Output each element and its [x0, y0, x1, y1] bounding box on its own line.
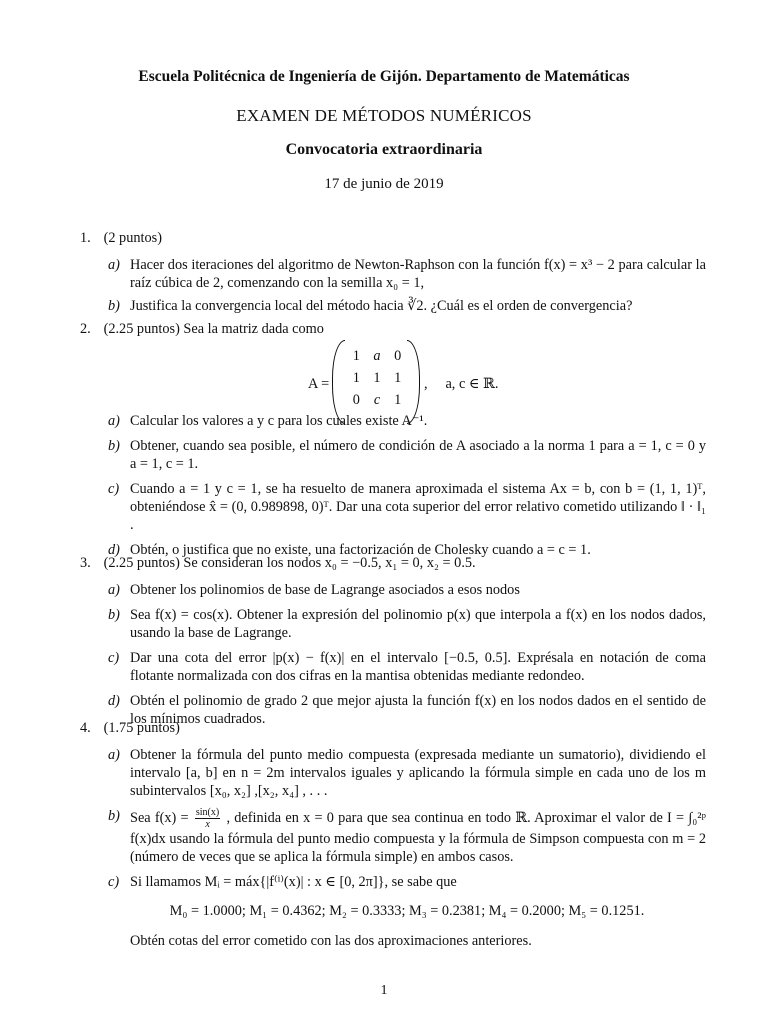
matrix-rhs: , a, c ∈ ℝ. [424, 376, 499, 392]
item-text [130, 873, 706, 950]
question-2-header [80, 320, 706, 338]
item-label: a) [108, 747, 120, 763]
exam-date: 17 de junio de 2019 [324, 176, 444, 192]
item-text: Sea f(x) = cos(x). Obtener la expresión del polinomio p(x) que interpola a f(x) en los nodos dados, usando la base de Lagrange. [130, 607, 706, 641]
page-number: 1 [380, 983, 388, 998]
item-text: Hacer dos iteraciones del algoritmo de Newton-Raphson con la función f(x) = x³ − 2 para calcular la raíz cúbica de 2, comenzando con la semilla x₀ = 1, [130, 257, 706, 291]
item-closing-text: Obtén cotas del error cometido con las dos aproximaciones anteriores. [130, 933, 532, 949]
question-intro: (2 puntos) [103, 230, 162, 246]
item-text: Obtén el polinomio de grado 2 que mejor ajusta la función f(x) en los nodos dados en el sentido de los mínimos cuadrados. [130, 693, 706, 727]
matrix-entries [346, 347, 408, 409]
matrix-cell: a [373, 348, 381, 364]
matrix-cell: 0 [394, 348, 402, 364]
question-3-item-b [80, 606, 706, 642]
question-3-item-c [80, 649, 706, 685]
question-1-header [80, 229, 706, 247]
question-intro: (1.75 puntos) [103, 720, 180, 736]
question-2-items [80, 412, 706, 559]
item-text: Calcular los valores a y c para los cuales existe A⁻¹. [130, 413, 428, 429]
matrix-cell: 1 [394, 370, 402, 386]
question-1-items [80, 256, 706, 315]
item-label: b) [108, 808, 120, 824]
question-1-item-a [80, 256, 706, 292]
question-number: 4. [80, 720, 91, 736]
question-4-item-c [80, 873, 706, 950]
question-4-header [80, 719, 706, 737]
question-4-items [80, 746, 706, 950]
item-label: a) [108, 582, 120, 598]
item-text: Dar una cota del error |p(x) − f(x)| en el intervalo [−0.5, 0.5]. Exprésala en notación de coma flotante normalizada con dos cifras en la mantisa obtenidas mediante redondeo. [130, 650, 706, 684]
fraction-numerator: sin(x) [195, 807, 220, 818]
item-label: c) [108, 650, 120, 666]
question-3 [80, 554, 706, 728]
item-text [130, 807, 706, 866]
fraction-sinx-over-x [195, 807, 220, 830]
question-2 [80, 320, 706, 558]
item-label: a) [108, 413, 120, 429]
item-text-intro: Si llamamos Mᵢ = máx{|f⁽ⁱ⁾(x)| : x ∈ [0, 2π]}, se sabe que [130, 874, 457, 890]
question-number: 1. [80, 230, 91, 246]
matrix-cell: 0 [352, 392, 360, 408]
item-text: Obtener la fórmula del punto medio compuesta (expresada mediante un sumatorio), dividiendo el intervalo [a, b] en n = 2m intervalos iguales y aplicando la fórmula simple en cada uno de los m subintervalos [x₀, x₂] ,[x₂, x₄] , . . . [130, 747, 706, 799]
matrix-cell: 1 [352, 348, 360, 364]
item-text: Obtener los polinomios de base de Lagrange asociados a esos nodos [130, 582, 520, 598]
matrix-cell: 1 [352, 370, 360, 386]
item-text: Cuando a = 1 y c = 1, se ha resuelto de manera aproximada el sistema Ax = b, con b = (1, 1, 1)ᵀ, obteniéndose x̂ = (0, 0.989898, 0)ᵀ. Dar una cota superior del error relativo cometido utilizando ‖ · ‖₁ . [130, 481, 706, 533]
item-text: Obtén, o justifica que no existe, una factorización de Cholesky cuando a = c = 1. [130, 542, 591, 558]
item-text: Justifica la convergencia local del método hacia ∛2. ¿Cuál es el orden de convergencia? [130, 298, 633, 314]
matrix-cell: 1 [394, 392, 402, 408]
item-label: b) [108, 298, 120, 314]
question-intro: (2.25 puntos) Sea la matriz dada como [103, 321, 324, 337]
exam-session: Convocatoria extraordinaria [285, 141, 483, 158]
item-label: c) [108, 874, 120, 890]
exam-title: EXAMEN DE MÉTODOS NUMÉRICOS [236, 106, 532, 125]
item-label: c) [108, 481, 120, 497]
matrix-definition [80, 340, 706, 422]
item-text-rest: , definida en x = 0 para que sea continua en todo ℝ. Aproximar el valor de I = ∫₀²ᵖ f(x)dx usando la fórmula del punto medio compuesta y la fórmula de Simpson compuesta con m = 2 (número de veces que se aplica la fórmula simple) en ambos casos. [130, 809, 706, 865]
item-label: b) [108, 607, 120, 623]
matrix-lhs: A = [308, 376, 330, 392]
question-4-item-b [80, 807, 706, 866]
question-1 [80, 229, 706, 315]
question-2-item-a [80, 412, 706, 430]
matrix-cell: 1 [373, 370, 381, 386]
school-department-header: Escuela Politécnica de Ingeniería de Gijón. Departamento de Matemáticas [138, 68, 630, 85]
question-3-header [80, 554, 706, 572]
item-label: b) [108, 438, 120, 454]
item-label: d) [108, 693, 120, 709]
question-2-item-c [80, 480, 706, 534]
item-text: Obtener, cuando sea posible, el número de condición de A asociado a la norma 1 para a = 1, c = 0 y a = 1, c = 1. [130, 438, 706, 472]
fraction-denominator: x [205, 819, 210, 830]
question-4 [80, 719, 706, 950]
question-number: 2. [80, 321, 91, 337]
question-1-item-b [80, 297, 706, 315]
question-intro: (2.25 puntos) Se consideran los nodos x₀ = −0.5, x₁ = 0, x₂ = 0.5. [103, 555, 476, 571]
matrix-cell: c [373, 392, 381, 408]
bound-values: M₀ = 1.0000; M₁ = 0.4362; M₂ = 0.3333; M₃ = 0.2381; M₄ = 0.2000; M₅ = 0.1251. [169, 903, 645, 919]
item-label: d) [108, 542, 120, 558]
item-text-prefix: Sea f(x) = [130, 809, 189, 826]
item-label: a) [108, 257, 120, 273]
question-3-items [80, 581, 706, 728]
question-2-item-b [80, 437, 706, 473]
question-3-item-a [80, 581, 706, 599]
question-number: 3. [80, 555, 91, 571]
question-4-item-a [80, 746, 706, 800]
